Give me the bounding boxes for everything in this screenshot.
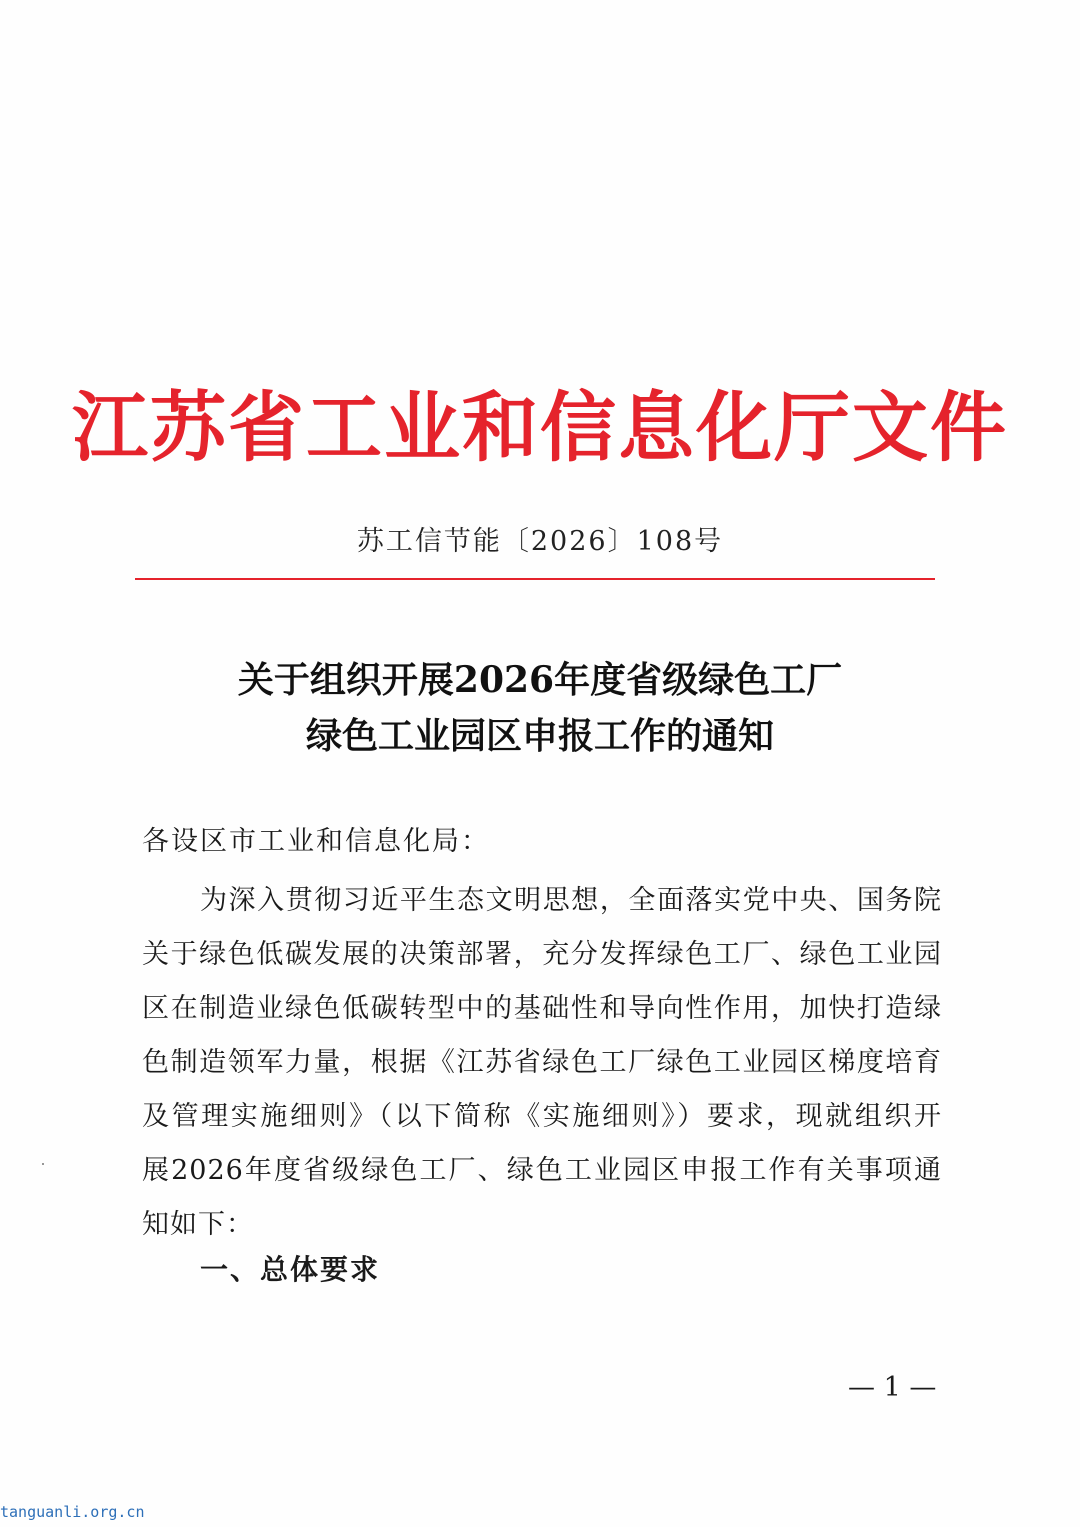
body-paragraph <box>142 874 942 1252</box>
body-line: 区在制造业绿色低碳转型中的基础性和导向性作用，加快打造绿 <box>142 993 942 1024</box>
notice-title-line-2: 绿色工业园区申报工作的通知 <box>305 715 774 757</box>
body-line: 关于绿色低碳发展的决策部署，充分发挥绿色工厂、绿色工业园 <box>142 939 942 970</box>
salutation: 各设区市工业和信息化局： <box>142 826 490 857</box>
body-line: 色制造领军力量，根据《江苏省绿色工厂绿色工业园区梯度培育 <box>142 1047 942 1078</box>
document-number: 苏工信节能〔2026〕108号 <box>356 526 724 557</box>
notice-title-line-1: 关于组织开展2026年度省级绿色工厂 <box>237 659 843 701</box>
body-line: 知如下： <box>142 1209 254 1240</box>
body-line: 及管理实施细则》（以下简称《实施细则》）要求，现就组织开 <box>142 1101 942 1132</box>
scan-speck <box>42 1163 44 1165</box>
page-number: — 1 — <box>848 1372 937 1403</box>
red-divider-rule <box>135 578 935 580</box>
masthead-title: 江苏省工业和信息化厅文件 <box>72 383 1008 472</box>
section-heading: 一、总体要求 <box>200 1253 381 1286</box>
body-line: 展2026年度省级绿色工厂、绿色工业园区申报工作有关事项通 <box>142 1155 942 1186</box>
watermark-text: tanguanli.org.cn <box>0 1503 145 1521</box>
body-line: 为深入贯彻习近平生态文明思想，全面落实党中央、国务院 <box>200 885 942 916</box>
notice-title <box>0 652 1080 764</box>
